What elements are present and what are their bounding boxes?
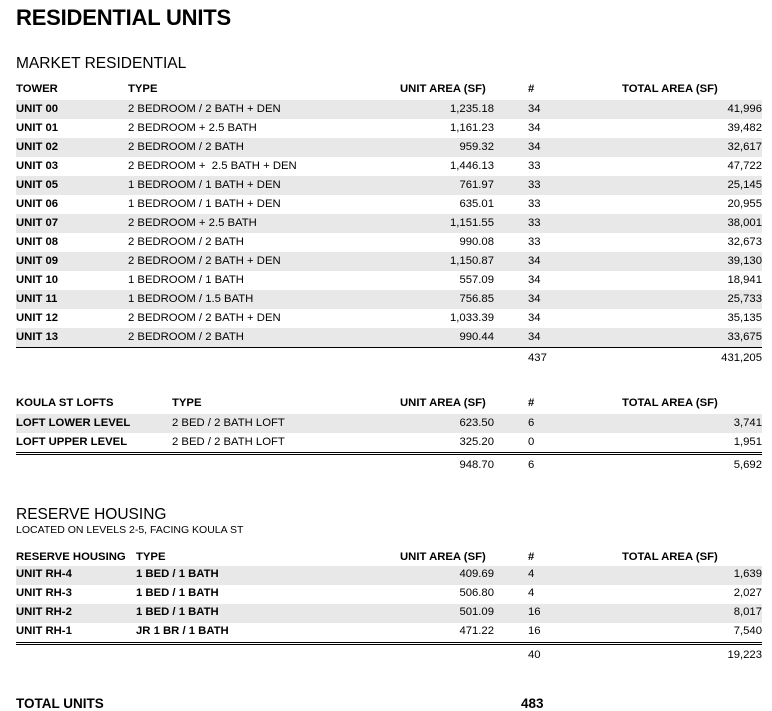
column-header-type: TYPE xyxy=(172,396,202,409)
table-row xyxy=(16,157,762,176)
cell-unit-name: UNIT 12 xyxy=(16,311,59,324)
cell-unit-type: 2 BEDROOM + 2.5 BATH + DEN xyxy=(128,159,297,172)
column-header-unit-area: UNIT AREA (SF) xyxy=(400,551,486,564)
cell-unit-count: 34 xyxy=(528,273,541,286)
cell-unit-area: 409.69 xyxy=(400,566,522,585)
table-row xyxy=(16,328,762,348)
cell-unit-name: UNIT 00 xyxy=(16,100,128,119)
table-row xyxy=(16,252,762,271)
cell-unit-name: UNIT RH-4 xyxy=(16,566,136,585)
cell-unit-count: 34 xyxy=(522,252,622,271)
column-header-type: TYPE xyxy=(128,82,158,95)
column-header-unit-area: UNIT AREA (SF) xyxy=(400,82,486,95)
reserve-housing-table-footer xyxy=(16,643,762,666)
cell-unit-name: UNIT 06 xyxy=(16,197,59,210)
total-units-value: 483 xyxy=(521,695,544,711)
cell-unit-area: 1,446.13 xyxy=(450,159,494,172)
market-residential-table xyxy=(16,81,762,369)
cell-unit-area: 325.20 xyxy=(459,435,494,448)
table-row xyxy=(16,414,762,433)
section-subheading-reserve-housing: LOCATED ON LEVELS 2-5, FACING KOULA ST xyxy=(16,524,244,537)
cell-unit-count: 33 xyxy=(528,235,541,248)
table-row xyxy=(16,271,762,290)
cell-unit-count: 34 xyxy=(522,138,622,157)
cell-total-area: 41,996 xyxy=(622,100,762,119)
table-header-row xyxy=(16,547,762,566)
subtotal-count: 6 xyxy=(522,454,622,477)
cell-unit-type: 2 BEDROOM + 2.5 BATH xyxy=(128,214,400,233)
cell-unit-area: 959.32 xyxy=(400,138,522,157)
koula-st-lofts-table xyxy=(16,395,762,476)
cell-unit-name: UNIT RH-3 xyxy=(16,587,72,600)
market-residential-table-footer xyxy=(16,348,762,370)
table-row xyxy=(16,623,762,644)
table-row xyxy=(16,290,762,309)
column-header-total-area: TOTAL AREA (SF) xyxy=(622,82,718,95)
subtotal-name xyxy=(16,643,136,666)
cell-unit-count: 34 xyxy=(522,328,622,348)
table-row xyxy=(16,138,762,157)
table-header-row xyxy=(16,395,762,414)
cell-unit-type: 2 BED / 2 BATH LOFT xyxy=(172,435,285,448)
cell-total-area: 38,001 xyxy=(622,214,762,233)
koula-st-lofts-table-body xyxy=(16,414,762,454)
column-header-count: # xyxy=(528,551,535,564)
cell-unit-area: 756.85 xyxy=(400,290,522,309)
cell-unit-type: 1 BEDROOM / 1 BATH xyxy=(128,273,244,286)
section-heading-reserve-housing: RESERVE HOUSING xyxy=(16,506,167,524)
subtotal-area: 948.70 xyxy=(400,454,522,477)
cell-unit-count: 4 xyxy=(522,566,622,585)
cell-unit-area: 1,033.39 xyxy=(450,311,494,324)
cell-total-area: 8,017 xyxy=(622,604,762,623)
cell-total-area: 47,722 xyxy=(727,159,762,172)
cell-unit-area: 635.01 xyxy=(459,197,494,210)
cell-unit-name: UNIT 02 xyxy=(16,138,128,157)
subtotal-area xyxy=(400,643,522,666)
column-header-reserve-housing: RESERVE HOUSING xyxy=(16,550,126,563)
cell-unit-count: 33 xyxy=(522,214,622,233)
cell-unit-name: UNIT 09 xyxy=(16,252,128,271)
cell-unit-count: 34 xyxy=(528,311,541,324)
table-row xyxy=(16,119,762,138)
cell-unit-type: 1 BED / 1 BATH xyxy=(136,587,219,600)
cell-unit-name: UNIT 07 xyxy=(16,214,128,233)
subtotal-type xyxy=(128,348,400,370)
table-row xyxy=(16,309,762,328)
cell-unit-count: 34 xyxy=(522,100,622,119)
table-row xyxy=(16,604,762,623)
koula-st-lofts-table-footer xyxy=(16,454,762,477)
column-header-count: # xyxy=(528,396,535,409)
cell-unit-count: 34 xyxy=(528,121,541,134)
cell-unit-count: 0 xyxy=(528,435,535,448)
cell-unit-name: UNIT 03 xyxy=(16,159,59,172)
table-row xyxy=(16,585,762,604)
cell-total-area: 32,673 xyxy=(727,235,762,248)
cell-unit-name: UNIT 13 xyxy=(16,328,128,348)
cell-unit-name: LOFT UPPER LEVEL xyxy=(16,435,128,448)
subtotal-row xyxy=(16,643,762,666)
subtotal-name xyxy=(16,454,172,477)
cell-unit-type: 1 BED / 1 BATH xyxy=(136,566,400,585)
table-row xyxy=(16,566,762,585)
table-row xyxy=(16,195,762,214)
subtotal-type xyxy=(136,643,400,666)
cell-unit-type: 1 BED / 1 BATH xyxy=(136,604,400,623)
subtotal-total: 19,223 xyxy=(622,643,762,666)
cell-unit-count: 33 xyxy=(528,159,541,172)
column-header-koula-st-lofts: KOULA ST LOFTS xyxy=(16,396,114,409)
cell-unit-type: 2 BEDROOM / 2 BATH + DEN xyxy=(128,100,400,119)
cell-unit-type: 2 BED / 2 BATH LOFT xyxy=(172,414,400,433)
cell-unit-name: UNIT 01 xyxy=(16,121,59,134)
column-header-unit-area: UNIT AREA (SF) xyxy=(400,396,486,409)
cell-unit-name: LOFT LOWER LEVEL xyxy=(16,414,172,433)
total-units-row xyxy=(16,696,762,711)
cell-unit-area: 506.80 xyxy=(459,587,494,600)
cell-unit-name: UNIT 08 xyxy=(16,235,59,248)
cell-total-area: 39,130 xyxy=(622,252,762,271)
table-row xyxy=(16,100,762,119)
cell-total-area: 2,027 xyxy=(733,587,762,600)
page-title: RESIDENTIAL UNITS xyxy=(16,5,231,30)
table-row xyxy=(16,233,762,252)
reserve-housing-table xyxy=(16,547,762,666)
cell-unit-count: 6 xyxy=(522,414,622,433)
cell-total-area: 33,675 xyxy=(622,328,762,348)
table-row xyxy=(16,433,762,454)
cell-unit-count: 34 xyxy=(522,290,622,309)
subtotal-row xyxy=(16,348,762,370)
cell-unit-type: 1 BEDROOM / 1 BATH + DEN xyxy=(128,176,400,195)
spacer-before-reserve xyxy=(16,476,762,506)
cell-unit-type: JR 1 BR / 1 BATH xyxy=(136,625,229,638)
cell-unit-name: UNIT 05 xyxy=(16,176,128,195)
column-header-type: TYPE xyxy=(136,551,166,564)
cell-unit-area: 471.22 xyxy=(459,625,494,638)
spacer-before-koula xyxy=(16,369,762,395)
cell-unit-area: 1,150.87 xyxy=(400,252,522,271)
column-header-count: # xyxy=(528,82,535,95)
cell-total-area: 39,482 xyxy=(727,121,762,134)
cell-total-area: 25,145 xyxy=(622,176,762,195)
column-header-total-area: TOTAL AREA (SF) xyxy=(622,396,718,409)
subtotal-type xyxy=(172,454,400,477)
cell-unit-type: 2 BEDROOM / 2 BATH + DEN xyxy=(128,311,281,324)
cell-total-area: 1,639 xyxy=(622,566,762,585)
section-heading-market-residential: MARKET RESIDENTIAL xyxy=(16,55,187,72)
subtotal-row xyxy=(16,454,762,477)
cell-total-area: 25,733 xyxy=(622,290,762,309)
cell-unit-type: 2 BEDROOM / 2 BATH xyxy=(128,328,400,348)
cell-total-area: 32,617 xyxy=(622,138,762,157)
cell-unit-area: 1,161.23 xyxy=(450,121,494,134)
cell-unit-area: 557.09 xyxy=(459,273,494,286)
cell-total-area: 3,741 xyxy=(622,414,762,433)
cell-total-area: 20,955 xyxy=(727,197,762,210)
cell-unit-count: 4 xyxy=(528,587,535,600)
cell-unit-count: 16 xyxy=(522,604,622,623)
subtotal-total: 5,692 xyxy=(622,454,762,477)
cell-unit-name: UNIT 11 xyxy=(16,290,128,309)
cell-unit-count: 33 xyxy=(522,176,622,195)
cell-total-area: 18,941 xyxy=(727,273,762,286)
subtotal-name xyxy=(16,348,128,370)
cell-unit-area: 1,235.18 xyxy=(400,100,522,119)
cell-unit-area: 990.44 xyxy=(400,328,522,348)
subtotal-count: 437 xyxy=(522,348,622,370)
cell-unit-name: UNIT RH-1 xyxy=(16,625,72,638)
cell-unit-type: 2 BEDROOM + 2.5 BATH xyxy=(128,121,257,134)
cell-unit-area: 990.08 xyxy=(459,235,494,248)
column-header-total-area: TOTAL AREA (SF) xyxy=(622,551,718,564)
cell-unit-area: 623.50 xyxy=(400,414,522,433)
cell-unit-count: 33 xyxy=(528,197,541,210)
cell-unit-type: 2 BEDROOM / 2 BATH xyxy=(128,235,244,248)
cell-total-area: 35,135 xyxy=(727,311,762,324)
cell-unit-type: 2 BEDROOM / 2 BATH xyxy=(128,138,400,157)
market-residential-table-body xyxy=(16,100,762,348)
reserve-housing-table-body xyxy=(16,566,762,644)
column-header-tower: TOWER xyxy=(16,82,58,95)
subtotal-total: 431,205 xyxy=(622,348,762,370)
cell-unit-area: 761.97 xyxy=(400,176,522,195)
cell-unit-type: 1 BEDROOM / 1.5 BATH xyxy=(128,290,400,309)
cell-unit-area: 1,151.55 xyxy=(400,214,522,233)
subtotal-count: 40 xyxy=(522,643,622,666)
cell-unit-type: 2 BEDROOM / 2 BATH + DEN xyxy=(128,252,400,271)
table-row xyxy=(16,176,762,195)
subtotal-area xyxy=(400,348,522,370)
cell-total-area: 7,540 xyxy=(733,625,762,638)
total-units-label: TOTAL UNITS xyxy=(16,695,104,711)
cell-unit-count: 16 xyxy=(528,625,541,638)
cell-unit-type: 1 BEDROOM / 1 BATH + DEN xyxy=(128,197,281,210)
cell-total-area: 1,951 xyxy=(733,435,762,448)
cell-unit-name: UNIT RH-2 xyxy=(16,604,136,623)
table-header-row xyxy=(16,81,762,100)
table-row xyxy=(16,214,762,233)
cell-unit-area: 501.09 xyxy=(400,604,522,623)
cell-unit-name: UNIT 10 xyxy=(16,273,59,286)
